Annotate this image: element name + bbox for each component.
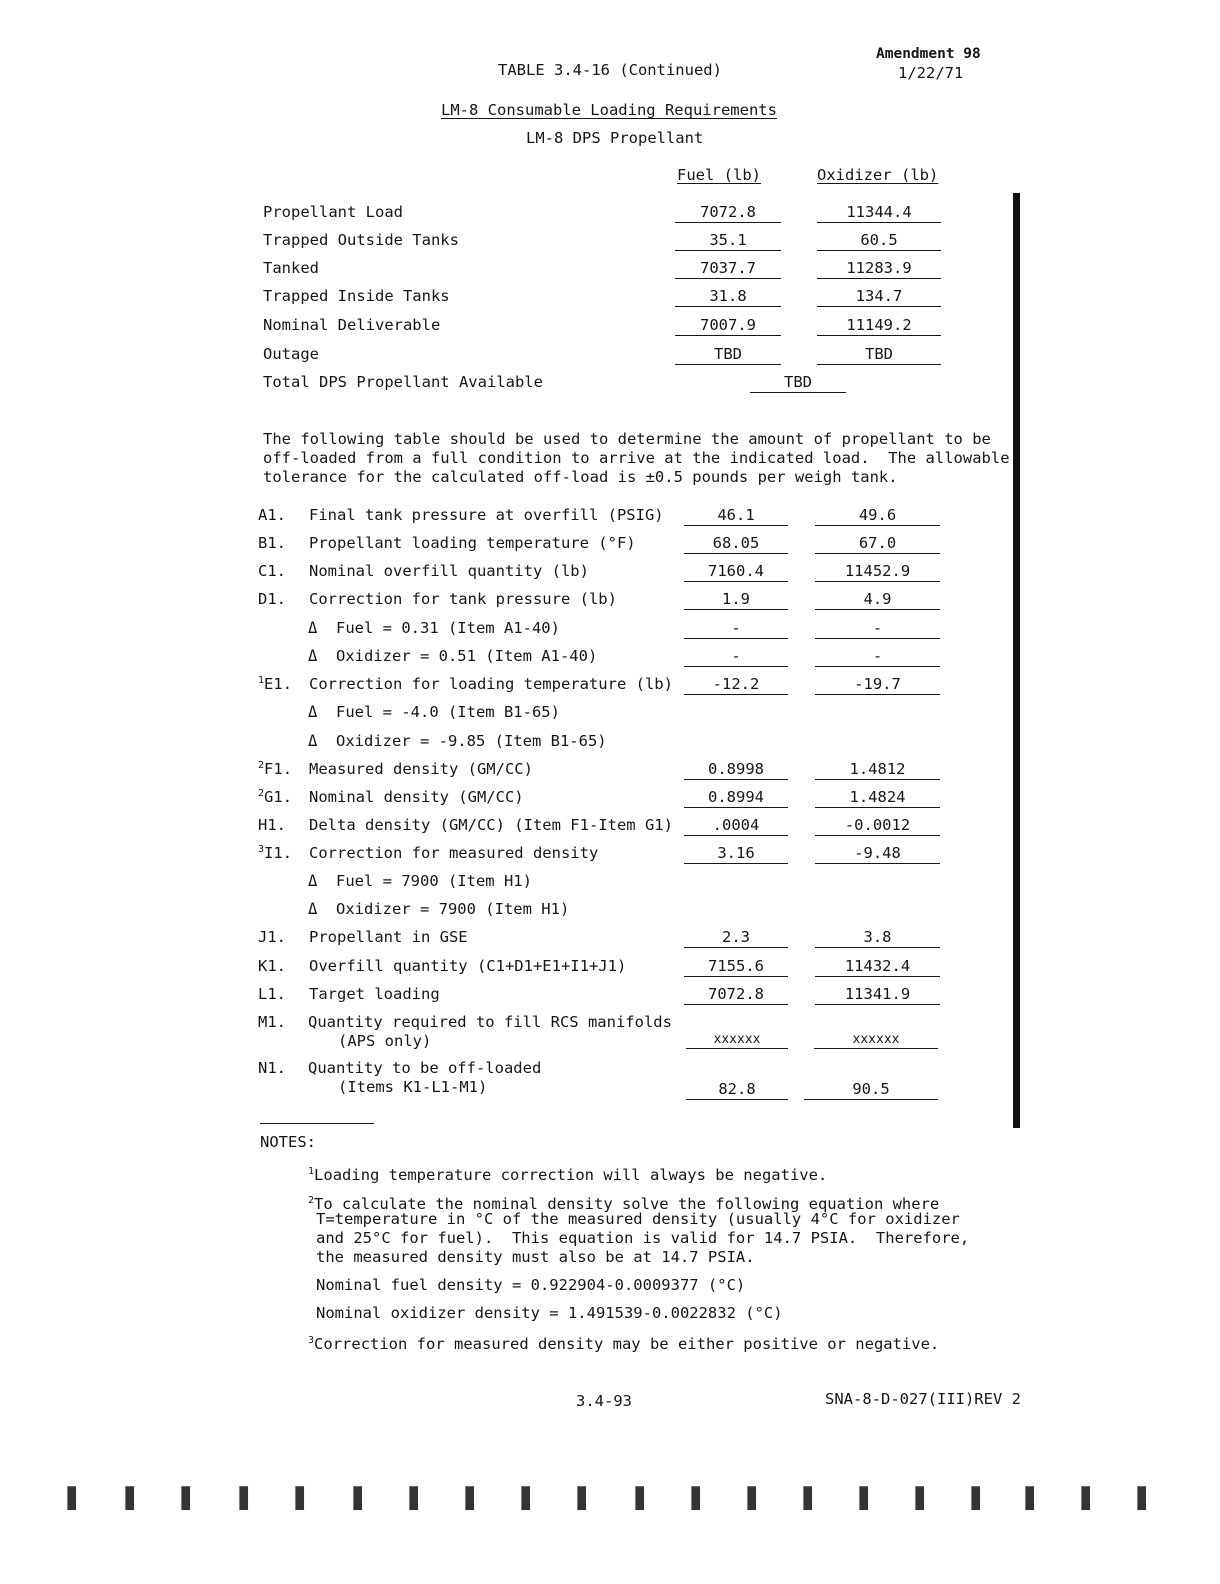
propellant-oxidizer-value: 11283.9 (817, 259, 941, 279)
item-code (258, 760, 292, 778)
item-oxidizer-value: 90.5 (804, 1080, 938, 1100)
item-fuel-value: xxxxxx (686, 1032, 788, 1049)
item-oxidizer-value: 3.8 (815, 928, 940, 948)
item-label: Correction for measured density (309, 844, 599, 862)
film-mark-glyph: █ (859, 1486, 868, 1510)
delta-formula: Δ Oxidizer = -9.85 (Item B1-65) (308, 732, 607, 750)
film-mark-glyph: █ (747, 1486, 756, 1510)
item-oxidizer-value: -9.48 (815, 844, 940, 864)
item-label-cont: (Items K1-L1-M1) (338, 1078, 488, 1096)
item-oxidizer-value: 11452.9 (815, 562, 940, 582)
item-fuel-value: 0.8994 (684, 788, 788, 808)
film-mark-glyph: █ (353, 1486, 362, 1510)
delta-formula: Δ Oxidizer = 7900 (Item H1) (308, 900, 570, 918)
item-code-text: J1. (258, 928, 286, 946)
propellant-fuel-value: 7072.8 (675, 203, 781, 223)
note-3: $^3$Correction for measured density may be either positive or negative. (308, 1335, 940, 1353)
item-code-text: A1. (258, 506, 286, 524)
film-mark-glyph: █ (295, 1486, 304, 1510)
film-mark-glyph: █ (691, 1486, 700, 1510)
note-2-text: To calculate the nominal density solve the following equation where (314, 1195, 940, 1213)
propellant-fuel-value: 35.1 (675, 231, 781, 251)
oxidizer-column-header: Oxidizer (lb) (817, 166, 939, 184)
item-oxidizer-value: 67.0 (815, 534, 940, 554)
amendment-date: 1/22/71 (898, 64, 964, 82)
intro-line: The following table should be used to determine the amount of propellant to be (263, 430, 991, 448)
item-oxidizer-value: 1.4812 (815, 760, 940, 780)
item-code-text: D1. (258, 590, 286, 608)
item-fuel-value: 68.05 (684, 534, 788, 554)
item-code: N1. (258, 1059, 286, 1077)
item-label-cont: (APS only) (338, 1032, 432, 1050)
item-fuel-value: 82.8 (686, 1080, 788, 1100)
item-label: Quantity to be off-loaded (308, 1059, 542, 1077)
item-oxidizer-value: 49.6 (815, 506, 940, 526)
item-code: M1. (258, 1013, 286, 1031)
item-label: Delta density (GM/CC) (Item F1-Item G1) (309, 816, 673, 834)
notes-heading: NOTES: (260, 1133, 316, 1151)
item-fuel-value: 7072.8 (684, 985, 788, 1005)
film-mark-glyph: █ (915, 1486, 924, 1510)
delta-formula: Δ Fuel = 7900 (Item H1) (308, 872, 532, 890)
item-label: Correction for tank pressure (lb) (309, 590, 617, 608)
amendment-label: Amendment 98 (876, 46, 981, 62)
propellant-fuel-value: TBD (675, 345, 781, 365)
item-fuel-value: - (684, 619, 788, 639)
item-fuel-value: 1.9 (684, 590, 788, 610)
note-2-line: the measured density must also be at 14.7 PSIA. (316, 1248, 755, 1266)
item-fuel-value: - (684, 647, 788, 667)
item-fuel-value: 7160.4 (684, 562, 788, 582)
item-code (258, 590, 286, 608)
film-mark-glyph: █ (521, 1486, 530, 1510)
propellant-oxidizer-value: 11344.4 (817, 203, 941, 223)
delta-formula: Δ Fuel = -4.0 (Item B1-65) (308, 703, 560, 721)
item-label: Nominal density (GM/CC) (309, 788, 524, 806)
film-mark-glyph: █ (635, 1486, 644, 1510)
table-title: TABLE 3.4-16 (Continued) (498, 61, 722, 79)
item-oxidizer-value: -19.7 (815, 675, 940, 695)
propellant-row-label: Outage (263, 345, 319, 363)
footnote-marker: 2 (258, 760, 265, 771)
item-code-text: E1. (264, 675, 293, 693)
propellant-oxidizer-value: 134.7 (817, 287, 941, 307)
item-code (258, 985, 286, 1003)
item-label: Final tank pressure at overfill (PSIG) (309, 506, 664, 524)
note-2-line: and 25°C for fuel). This equation is valid for 14.7 PSIA. Therefore, (316, 1229, 970, 1247)
footnote-marker: 2 (258, 788, 265, 799)
item-label: Target loading (309, 985, 440, 1003)
item-oxidizer-value: 11432.4 (815, 957, 940, 977)
item-code-text: I1. (264, 844, 293, 862)
item-oxidizer-value: - (815, 647, 940, 667)
film-mark-glyph: █ (1081, 1486, 1090, 1510)
film-mark-glyph: █ (465, 1486, 474, 1510)
footnote-marker: 3 (258, 844, 265, 855)
film-mark-glyph: █ (409, 1486, 418, 1510)
film-mark-glyph: █ (1137, 1486, 1146, 1510)
note-2-line: T=temperature in °C of the measured density (usually 4°C for oxidizer (316, 1210, 960, 1228)
item-fuel-value: .0004 (684, 816, 788, 836)
note-1-text: Loading temperature correction will always be negative. (314, 1166, 828, 1184)
item-oxidizer-value: -0.0012 (815, 816, 940, 836)
film-mark-glyph: █ (239, 1486, 248, 1510)
total-value: TBD (750, 373, 846, 393)
item-code-text: K1. (258, 957, 286, 975)
item-code-text: C1. (258, 562, 286, 580)
item-code (258, 675, 292, 693)
film-mark-glyph: █ (803, 1486, 812, 1510)
item-fuel-value: 7155.6 (684, 957, 788, 977)
oxidizer-density-equation: Nominal oxidizer density = 1.491539-0.0022832 (°C) (316, 1304, 783, 1322)
note-3-text: Correction for measured density may be either positive or negative. (314, 1335, 940, 1353)
item-label: Measured density (GM/CC) (309, 760, 533, 778)
item-code (258, 534, 286, 552)
item-label: Correction for loading temperature (lb) (309, 675, 673, 693)
delta-formula: Δ Fuel = 0.31 (Item A1-40) (308, 619, 560, 637)
film-mark-glyph: █ (1025, 1486, 1034, 1510)
main-title: LM-8 Consumable Loading Requirements (441, 101, 777, 119)
item-code (258, 816, 286, 834)
propellant-row-label: Propellant Load (263, 203, 403, 221)
item-label: Propellant in GSE (309, 928, 468, 946)
intro-line: tolerance for the calculated off-load is ±0.5 pounds per weigh tank. (263, 468, 898, 486)
item-label: Overfill quantity (C1+D1+E1+I1+J1) (309, 957, 627, 975)
item-label: Quantity required to fill RCS manifolds (308, 1013, 672, 1031)
item-code (258, 928, 286, 946)
film-edge-marks (60, 1486, 1160, 1516)
fuel-density-equation: Nominal fuel density = 0.922904-0.0009377 (°C) (316, 1276, 746, 1294)
propellant-row-label: Tanked (263, 259, 319, 277)
propellant-row-label: Trapped Outside Tanks (263, 231, 459, 249)
item-code-text: L1. (258, 985, 286, 1003)
propellant-fuel-value: 31.8 (675, 287, 781, 307)
notes-divider (260, 1123, 374, 1124)
item-oxidizer-value: 4.9 (815, 590, 940, 610)
total-label: Total DPS Propellant Available (263, 373, 543, 391)
item-label: Propellant loading temperature (°F) (309, 534, 636, 552)
item-fuel-value: 46.1 (684, 506, 788, 526)
propellant-row-label: Trapped Inside Tanks (263, 287, 450, 305)
item-oxidizer-value: 11341.9 (815, 985, 940, 1005)
item-oxidizer-value: xxxxxx (814, 1032, 938, 1049)
delta-formula: Δ Oxidizer = 0.51 (Item A1-40) (308, 647, 598, 665)
item-fuel-value: 3.16 (684, 844, 788, 864)
footnote-marker: 1 (258, 675, 265, 686)
fuel-column-header: Fuel (lb) (677, 166, 761, 184)
item-code-text: F1. (264, 760, 293, 778)
item-code-text: H1. (258, 816, 286, 834)
item-code (258, 506, 286, 524)
page-number: 3.4-93 (576, 1392, 632, 1410)
item-code-text: B1. (258, 534, 286, 552)
propellant-row-label: Nominal Deliverable (263, 316, 441, 334)
item-oxidizer-value: 1.4824 (815, 788, 940, 808)
revision-change-bar (1013, 193, 1020, 1128)
film-mark-glyph: █ (67, 1486, 76, 1510)
propellant-fuel-value: 7037.7 (675, 259, 781, 279)
note-1: $^1$Loading temperature correction will always be negative. (308, 1166, 828, 1184)
item-label: Nominal overfill quantity (lb) (309, 562, 589, 580)
item-oxidizer-value: - (815, 619, 940, 639)
document-number: SNA-8-D-027(III)REV 2 (825, 1390, 1021, 1408)
film-mark-glyph: █ (125, 1486, 134, 1510)
propellant-fuel-value: 7007.9 (675, 316, 781, 336)
item-code (258, 844, 292, 862)
item-code (258, 788, 292, 806)
subtitle: LM-8 DPS Propellant (526, 129, 704, 147)
film-mark-glyph: █ (971, 1486, 980, 1510)
film-mark-glyph: █ (577, 1486, 586, 1510)
propellant-oxidizer-value: 11149.2 (817, 316, 941, 336)
item-code (258, 562, 286, 580)
propellant-oxidizer-value: TBD (817, 345, 941, 365)
note-2-line: $^2$To calculate the nominal density solve the following equation where (308, 1195, 940, 1213)
propellant-oxidizer-value: 60.5 (817, 231, 941, 251)
item-fuel-value: 2.3 (684, 928, 788, 948)
item-code-text: G1. (264, 788, 293, 806)
film-mark-glyph: █ (181, 1486, 190, 1510)
item-code (258, 957, 286, 975)
intro-line: off-loaded from a full condition to arrive at the indicated load. The allowable (263, 449, 1010, 467)
item-fuel-value: -12.2 (684, 675, 788, 695)
item-fuel-value: 0.8998 (684, 760, 788, 780)
